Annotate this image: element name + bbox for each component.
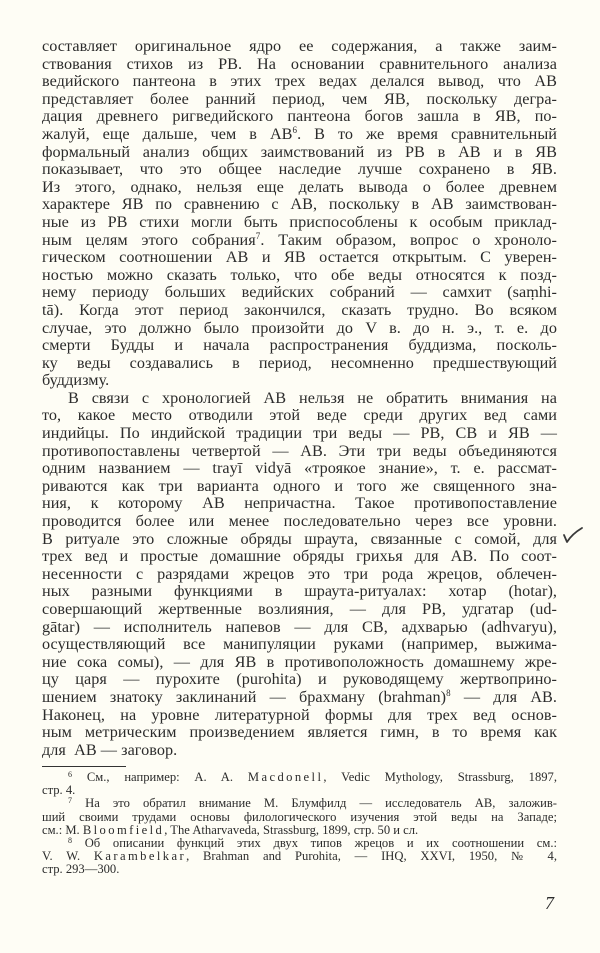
text-line: трех вед и простые домашние обряды грихья для АВ. По соот- [42, 547, 557, 566]
text-line: ным метрическим произведением является гимн, в то время как [42, 723, 557, 742]
text-line: стр. 4. [42, 783, 76, 798]
text-line: $^8$ Об описании функций этих двух типов жрецов и их соотношении см.: [68, 835, 557, 850]
text-line: смерти Будды и начала распространения буддизма, посколь- [42, 336, 557, 355]
text-line: Наконец, на уровне литературной формы для трех вед основ- [42, 705, 557, 724]
author-name: Macdonell [247, 770, 324, 784]
footnote-marker: 7 [68, 796, 72, 806]
footnote-7 [42, 797, 557, 837]
text-line: ку веды создавались в период, несомненно предшествующий [42, 353, 557, 372]
text-line: ствования стихов из РВ. На основании сравнительного анализа [42, 54, 557, 73]
text-line: жалуй, еще дальше, чем в $АВ^6$. В то же время сравнительный [42, 124, 557, 143]
text-line: ные из РВ стихи могли быть приспособлены к особым приклад- [42, 212, 557, 231]
text-line: ным целям этого собрания$^7$. Таким образом, вопрос о хроноло- [42, 230, 557, 249]
text-line: показывает, что это общее наследие лучше сохранено в ЯВ. [42, 160, 557, 179]
text-line: ных разными функциями в шраута-ритуалах: хотар (hotar), [42, 582, 557, 601]
text-line: цу царя — пурохите (purohita) и руководящему жертвоприно- [42, 670, 557, 689]
text-line: ностью можно сказать только, что обе веды относятся к позд- [42, 265, 557, 284]
text-line: нему периоду больших ведийских собраний — самхит (saṃhi- [42, 283, 557, 302]
text-line: В ритуале это сложные обряды шраута, связанные с сомой, для [42, 529, 557, 548]
text-line: стр. 293—300. [42, 862, 120, 877]
text-line: то, какое место отводили этой веде среди других вед сами [42, 406, 557, 425]
text-line: составляет оригинальное ядро ее содержания, а также заим- [42, 37, 557, 55]
text-line: риваются как три варианта одного и того же священного зна- [42, 476, 557, 495]
author-name: Bloomfield [82, 822, 165, 837]
text-line: индийцы. По индийской традиции три веды — РВ, СВ и ЯВ — [42, 424, 557, 443]
text-line: ние сока сомы), — для ЯВ в противоположность домашнему жре- [42, 652, 557, 671]
text-line: ния, к которому АВ непричастна. Такое противопоставление [42, 494, 557, 513]
text-line: гическом соотношении АВ и ЯВ остается открытым. С уверен- [42, 248, 557, 267]
text-line: Из этого, однако, нельзя еще делать вывода о более древнем [42, 177, 557, 196]
text-line: проводится более или менее последовательно через все уровни. [42, 512, 557, 531]
footnote-ref-6[interactable]: 6 [292, 124, 298, 135]
page-number: 7 [545, 893, 554, 913]
text-line: формальный анализ общих заимствований из РВ в АВ и в ЯВ [42, 142, 557, 161]
text-line: для АВ — заговор. [42, 740, 178, 759]
handwritten-checkmark-icon [562, 525, 584, 545]
text-line: буддизму. [42, 371, 110, 390]
text-line: $^7$ На это обратил внимание М. Блумфилд — исследователь АВ, заложив- [68, 796, 557, 811]
text-line: дация древнего ригведийского пантеона богов зашла в ЯВ, по- [42, 107, 557, 126]
text-line: tā). Когда этот период закончился, сказать трудно. Во всяком [42, 300, 557, 319]
footnote-ref-7[interactable]: 7 [255, 230, 261, 241]
text-line: $^6$ См., например: A. A. Macdonell, Vedic Mythology, Strassburg, 1897, [68, 770, 557, 784]
body-text [42, 38, 557, 759]
author-name: Karambelkar [93, 849, 187, 864]
footnote-ref-8[interactable]: 8 [446, 687, 451, 698]
text-line: противопоставлены четвертой — АВ. Эти три веды объединяются [42, 441, 557, 460]
footnote-separator [42, 766, 126, 767]
footnote-marker: 8 [68, 835, 72, 845]
text-line: характере ЯВ по сравнению с АВ, поскольку в АВ заимствован- [42, 195, 557, 214]
footnote-6 [42, 771, 557, 797]
text-line: совершающий жертвенные возлияния, — для РВ, удгатар (ud- [42, 600, 557, 618]
text-line: случае, это должно было произойти до V в. до н. э., т. е. до [42, 318, 557, 337]
text-line: см.: M. Bloomfield, The Atharvaveda, Strassburg, 1899, стр. 50 и сл. [42, 822, 419, 837]
text-line: V. W. Karambelkar, Brahman and Purohita, — IHQ, XXVI, 1950, № 4, [42, 849, 557, 864]
text-line: несенности с разрядами жрецов это три рода жрецов, облечен- [42, 564, 557, 583]
text-line: ший своими трудами основы филологического изучения этой веды на Западе; [42, 809, 557, 824]
footnote-marker: 6 [68, 770, 72, 779]
text-line: шением знатоку заклинаний — брахману (brahman)$^8$ — для АВ. [42, 687, 558, 706]
text-line: представляет более ранний период, чем ЯВ, поскольку дегра- [42, 89, 557, 108]
text-line: осуществляющий все манипуляции руками (например, выжима- [42, 635, 557, 654]
text-line: В связи с хронологией АВ нельзя не обратить внимания на [68, 388, 557, 407]
text-line: одним названием — trayī vidyā «троякое знание», т. е. рассмат- [42, 459, 557, 478]
text-line: gātar) — исполнитель напевов — для СВ, адхварью (adhvaryu), [42, 617, 557, 636]
footnote-8 [42, 837, 557, 877]
footnotes [42, 771, 557, 877]
text-line: ведийского пантеона в этих трех ведах делался вывод, что АВ [42, 72, 557, 91]
